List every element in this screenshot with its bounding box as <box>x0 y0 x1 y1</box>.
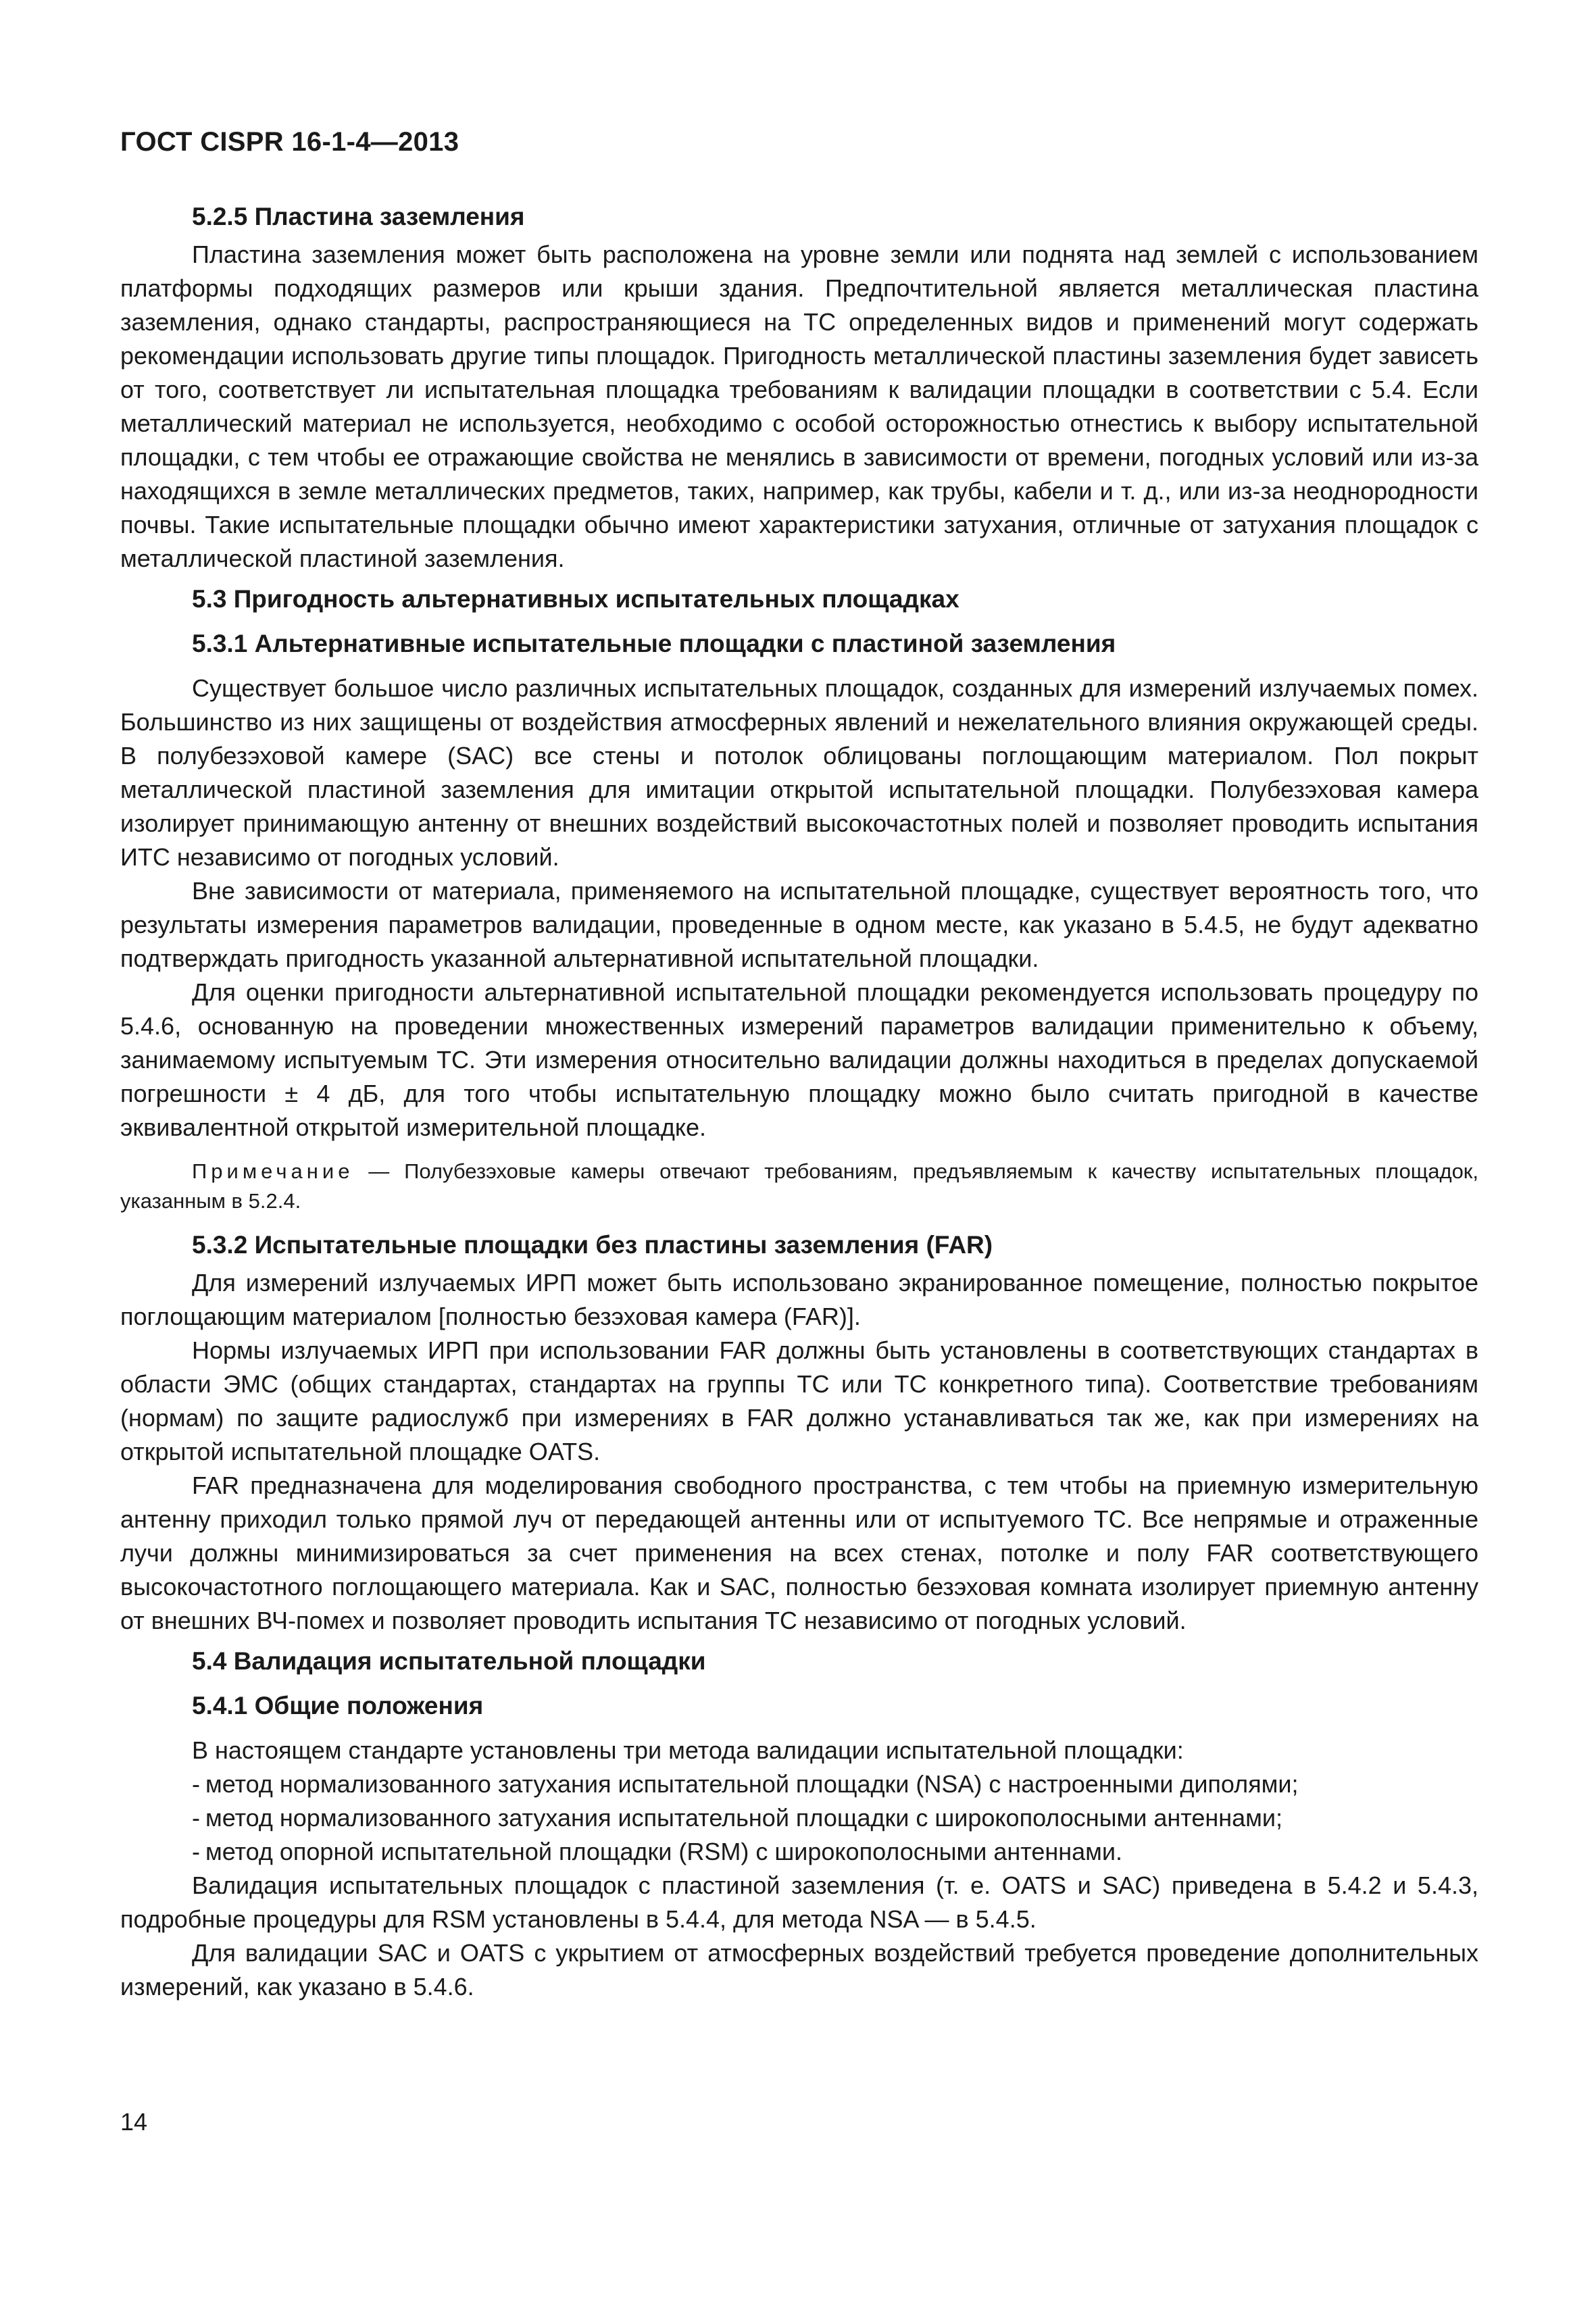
note-label: Примечание <box>192 1159 354 1183</box>
document-header: ГОСТ CISPR 16-1-4—2013 <box>120 127 459 157</box>
paragraph: FAR предназначена для моделирования свободного пространства, с тем чтобы на приемную измерительную антенну приходил только прямой луч от передающей антенны или от испытуемого ТС. Все непрямые и отраженные лучи должны минимизироваться за счет применения на всех стенах, потолке и полу FAR соответствующего высокочастотного поглощающего материала. Как и SAC, полностью безэховая комната изолирует приемную антенну от внешних ВЧ-помех и позволяет проводить испытания ТС независимо от погодных условий. <box>120 1472 1478 1634</box>
paragraph: Вне зависимости от материала, применяемого на испытательной площадке, существует вероятность того, что результаты измерения параметров валидации, проведенные в одном месте, как указано в 5.4.5, не будут адекватно подтверждать пригодность указанной альтернативной испытательной площадки. <box>120 877 1478 972</box>
heading-5-3-2: 5.3.2 Испытательные площадки без пластины заземления (FAR) <box>192 1231 993 1259</box>
paragraph: Для оценки пригодности альтернативной испытательной площадки рекомендуется использовать процедуру по 5.4.6, основанную на проведении множественных измерений параметров валидации применительно к объему, занимаемому испытуемым ТС. Эти измерения относительно валидации должны находиться в пределах допускаемой погрешности ± 4 дБ, для того чтобы испытательную площадку можно было считать пригодной в качестве эквивалентной открытой измерительной площадке. <box>120 978 1478 1141</box>
heading-5-2-5: 5.2.5 Пластина заземления <box>192 203 525 230</box>
paragraph: Пластина заземления может быть расположена на уровне земли или поднята над землей с использованием платформы подходящих размеров или крыши здания. Предпочтительной является металлическая пластина заземления, однако стандарты, распространяющиеся на ТС определенных видов и применений могут содержать рекомендации использовать другие типы площадок. Пригодность металлической пластины заземления будет зависеть от того, соответствует ли испытательная площадка требованиям к валидации площадки в соответствии с 5.4. Если металлический материал не используется, необходимо с особой осторожностью отнестись к выбору испытательной площадки, с тем чтобы ее отражающие свойства не менялись в зависимости от времени, погодных условий или из-за находящихся в земле металлических предметов, таких, например, как трубы, кабели и т. д., или из-за неоднородности почвы. Такие испытательные площадки обычно имеют характеристики затухания, отличные от затухания площадок с металлической пластиной заземления. <box>120 241 1478 572</box>
heading-5-3: 5.3 Пригодность альтернативных испытательных площадках <box>192 585 959 613</box>
paragraph: Для валидации SAC и OATS с укрытием от атмосферных воздействий требуется проведение дополнительных измерений, как указано в 5.4.6. <box>120 1939 1478 2001</box>
document-body <box>120 200 1478 2004</box>
paragraph: Для измерений излучаемых ИРП может быть использовано экранированное помещение, полностью покрытое поглощающим материалом [полностью безэховая камера (FAR)]. <box>120 1269 1478 1330</box>
note <box>120 1157 1478 1216</box>
page-number: 14 <box>120 2108 148 2136</box>
note-text: — Полубезэховые камеры отвечают требованиям, предъявляемым к качеству испытательных площадок, указанным в 5.2.4. <box>120 1159 1478 1213</box>
list-intro: В настоящем стандарте установлены три метода валидации испытательной площадки: <box>192 1736 1184 1764</box>
list-item: - метод нормализованного затухания испытательной площадки с широкополосными антеннами; <box>192 1804 1283 1832</box>
list-item: - метод опорной испытательной площадки (RSM) с широкополосными антеннами. <box>192 1838 1122 1865</box>
heading-5-4: 5.4 Валидация испытательной площадки <box>192 1647 706 1675</box>
paragraph: Валидация испытательных площадок с пластиной заземления (т. е. OATS и SAC) приведена в 5.4.2 и 5.4.3, подробные процедуры для RSM установлены в 5.4.4, для метода NSA — в 5.4.5. <box>120 1871 1479 1933</box>
paragraph: Нормы излучаемых ИРП при использовании FAR должны быть установлены в соответствующих стандартах в области ЭМС (общих стандартах, стандартах на группы ТС или ТС конкретного типа). Соответствие требованиям (нормам) по защите радиослужб при измерениях в FAR должно устанавливаться так же, как при измерениях на открытой испытательной площадке OATS. <box>120 1336 1478 1465</box>
paragraph: Существует большое число различных испытательных площадок, созданных для измерений излучаемых помех. Большинство из них защищены от воздействия атмосферных явлений и нежелательного влияния окружающей среды. В полубезэховой камере (SAC) все стены и потолок облицованы поглощающим материалом. Пол покрыт металлической пластиной заземления для имитации открытой испытательной площадки. Полубезэховая камера изолирует принимающую антенну от внешних воздействий высокочастотных полей и позволяет проводить испытания ИТС независимо от погодных условий. <box>120 674 1478 871</box>
list-item: - метод нормализованного затухания испытательной площадки (NSA) с настроенными диполями; <box>192 1770 1299 1798</box>
heading-5-3-1: 5.3.1 Альтернативные испытательные площадки с пластиной заземления <box>192 630 1116 657</box>
heading-5-4-1: 5.4.1 Общие положения <box>192 1692 484 1719</box>
methods-list <box>120 1767 1478 1869</box>
